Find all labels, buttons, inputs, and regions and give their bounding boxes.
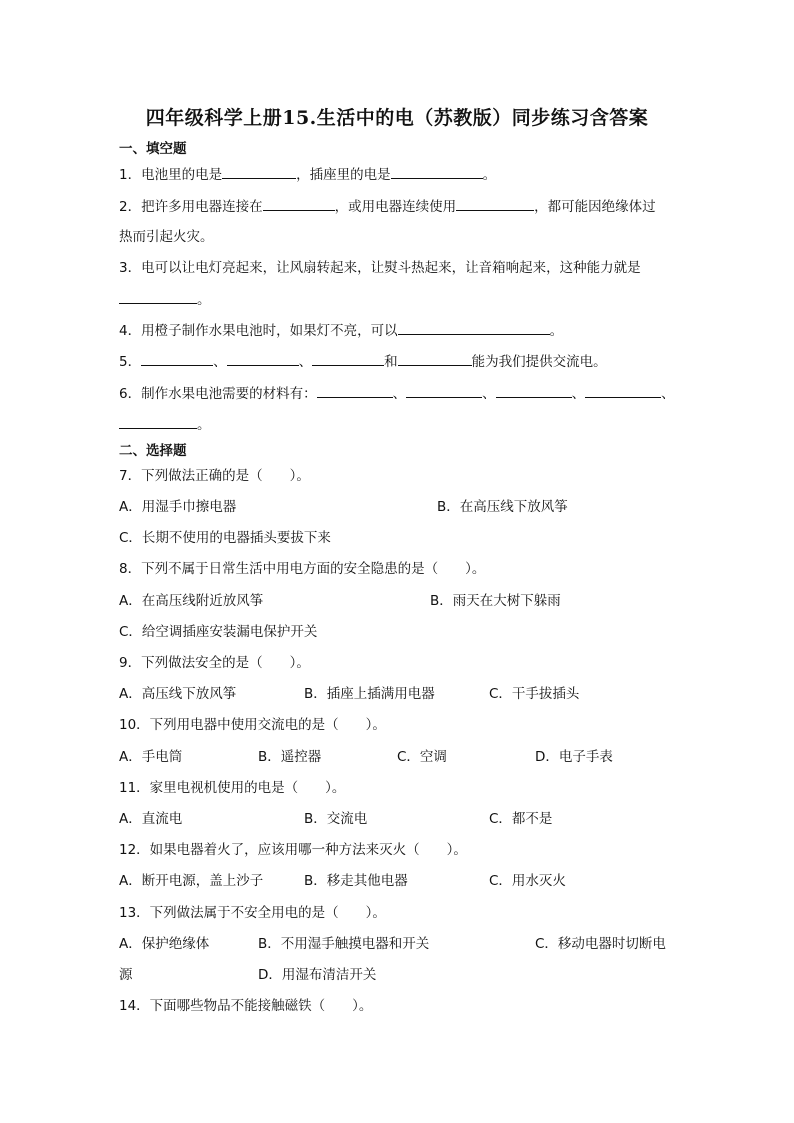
question-10-option-a[interactable]: A．手电筒 [119, 749, 183, 765]
question-2-text-b: ，或用电器连续使用 [334, 199, 457, 215]
question-1-text-a: 1．电池里的电是 [119, 167, 223, 183]
answer-blank[interactable] [398, 321, 550, 335]
question-2-text-c: ，都可能因绝缘体过 [534, 199, 656, 215]
question-14-stem: 14．下面哪些物品不能接触磁铁（ ）。 [119, 998, 373, 1014]
question-9-option-a[interactable]: A．高压线下放风筝 [119, 686, 237, 702]
question-9-stem: 9．下列做法安全的是（ ）。 [119, 655, 310, 671]
question-8-option-c[interactable]: C．给空调插座安装漏电保护开关 [119, 624, 318, 640]
question-2-continued: 热而引起火灾。 [119, 229, 214, 245]
answer-blank[interactable] [585, 384, 661, 398]
question-6-text-a: 6．制作水果电池需要的材料有： [119, 386, 317, 402]
question-12-option-c[interactable]: C．用水灭火 [489, 873, 566, 889]
separator: 、 [298, 354, 313, 370]
question-7-stem: 7．下列做法正确的是（ ）。 [119, 468, 310, 484]
question-4 [119, 321, 563, 340]
question-7-option-b[interactable]: B．在高压线下放风筝 [437, 499, 568, 515]
answer-blank[interactable] [317, 384, 393, 398]
question-12-stem: 12．如果电器着火了，应该用哪一种方法来灭火（ ）。 [119, 842, 467, 858]
question-8-option-a[interactable]: A．在高压线附近放风筝 [119, 593, 264, 609]
question-13-option-c-continued: 源 [119, 967, 133, 983]
question-13-option-c[interactable]: C．移动电器时切断电 [535, 936, 666, 952]
separator: 、 [392, 386, 407, 402]
question-9-option-b[interactable]: B．插座上插满用电器 [304, 686, 435, 702]
question-11-option-b[interactable]: B．交流电 [304, 811, 368, 827]
question-12-option-a[interactable]: A．断开电源，盖上沙子 [119, 873, 264, 889]
question-3-text-b: 。 [197, 292, 211, 308]
question-13-option-d[interactable]: D．用湿布清洁开关 [258, 967, 377, 983]
question-13-option-b[interactable]: B．不用湿手触摸电器和开关 [258, 936, 430, 952]
answer-blank[interactable] [119, 415, 197, 429]
answer-blank[interactable] [222, 165, 296, 179]
question-11-option-a[interactable]: A．直流电 [119, 811, 183, 827]
question-13-option-a[interactable]: A．保护绝缘体 [119, 936, 210, 952]
question-12-option-b[interactable]: B．移走其他电器 [304, 873, 408, 889]
conjunction: 和 [384, 354, 398, 370]
answer-blank[interactable] [141, 352, 213, 366]
page-title: 四年级科学上册15.生活中的电（苏教版）同步练习含答案 [145, 107, 649, 129]
question-4-text-b: 。 [549, 323, 564, 339]
section-heading-fill-blank: 一、填空题 [119, 141, 187, 157]
question-8-stem: 8．下列不属于日常生活中用电方面的安全隐患的是（ ）。 [119, 561, 486, 577]
question-11-stem: 11．家里电视机使用的电是（ ）。 [119, 780, 346, 796]
answer-blank[interactable] [391, 165, 483, 179]
section-heading-multiple-choice: 二、选择题 [119, 443, 187, 459]
answer-blank[interactable] [456, 197, 534, 211]
question-2 [119, 197, 656, 216]
question-13-stem: 13．下列做法属于不安全用电的是（ ）。 [119, 905, 386, 921]
question-7-option-a[interactable]: A．用湿手巾擦电器 [119, 499, 237, 515]
answer-blank[interactable] [263, 197, 335, 211]
question-6-continued [119, 415, 211, 434]
question-3: 3．电可以让电灯亮起来，让风扇转起来，让熨斗热起来，让音箱响起来，这种能力就是 [119, 260, 641, 276]
answer-blank[interactable] [227, 352, 299, 366]
separator: 、 [482, 386, 496, 402]
question-1-text-b: ，插座里的电是 [296, 167, 391, 183]
separator: 、 [661, 386, 675, 402]
question-10-option-b[interactable]: B．遥控器 [258, 749, 322, 765]
answer-blank[interactable] [406, 384, 482, 398]
separator: 、 [571, 386, 586, 402]
question-10-option-c[interactable]: C．空调 [397, 749, 447, 765]
question-6 [119, 384, 675, 403]
question-4-text-a: 4．用橙子制作水果电池时，如果灯不亮，可以 [119, 323, 398, 339]
question-1-text-c: 。 [482, 167, 497, 183]
question-10-option-d[interactable]: D．电子手表 [535, 749, 613, 765]
question-5-end: 能为我们提供交流电。 [471, 354, 607, 370]
answer-blank[interactable] [119, 290, 197, 304]
question-11-option-c[interactable]: C．都不是 [489, 811, 553, 827]
answer-blank[interactable] [496, 384, 572, 398]
question-7-option-c[interactable]: C．长期不使用的电器插头要拔下来 [119, 530, 331, 546]
question-2-text-a: 2．把许多用电器连接在 [119, 199, 263, 215]
question-10-stem: 10．下列用电器中使用交流电的是（ ）。 [119, 717, 386, 733]
question-5-number: 5． [119, 354, 142, 370]
question-6-end: 。 [197, 417, 211, 433]
separator: 、 [213, 354, 227, 370]
answer-blank[interactable] [312, 352, 384, 366]
question-8-option-b[interactable]: B．雨天在大树下躲雨 [430, 593, 561, 609]
question-5 [119, 352, 607, 371]
answer-blank[interactable] [398, 352, 472, 366]
question-3-continued [119, 290, 211, 309]
question-9-option-c[interactable]: C．干手拔插头 [489, 686, 580, 702]
question-1 [119, 165, 496, 184]
